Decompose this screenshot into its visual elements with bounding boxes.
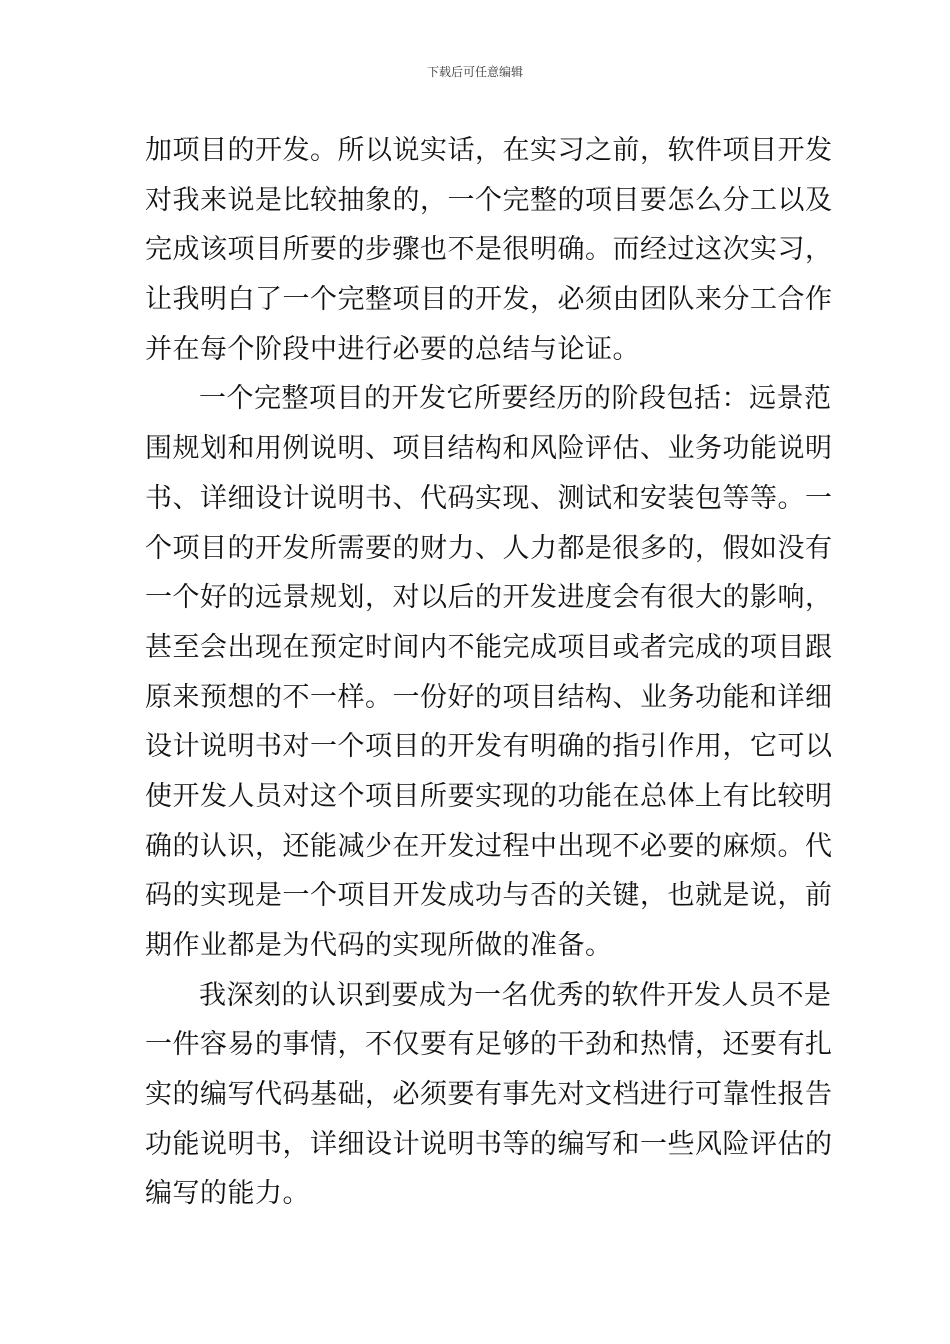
document-body [145,126,833,1219]
text-line: 甚至会出现在预定时间内不能完成项目或者完成的项目跟 [145,631,833,663]
text-line: 书、详细设计说明书、代码实现、测试和安装包等等。一 [145,482,833,514]
text-line: 并在每个阶段中进行必要的总结与论证。 [145,333,640,365]
text-line: 对我来说是比较抽象的，一个完整的项目要怎么分工以及 [145,184,833,216]
text-line: 完成该项目所要的步骤也不是很明确。而经过这次实习， [145,234,833,266]
text-line: 实的编写代码基础，必须要有事先对文档进行可靠性报告 [145,1079,833,1111]
text-line: 围规划和用例说明、项目结构和风险评估、业务功能说明 [145,433,833,465]
paragraph-start-line: 一个完整项目的开发它所要经历的阶段包括：远景范 [199,383,832,415]
text-line: 个项目的开发所需要的财力、人力都是很多的，假如没有 [145,532,833,564]
text-line: 确的认识，还能减少在开发过程中出现不必要的麻烦。代 [145,830,833,862]
page-header: 下载后可任意编辑 [426,65,523,79]
text-line: 让我明白了一个完整项目的开发，必须由团队来分工合作 [145,284,833,316]
text-line: 使开发人员对这个项目所要实现的功能在总体上有比较明 [145,780,833,812]
text-line: 编写的能力。 [145,1178,310,1210]
text-line: 设计说明书对一个项目的开发有明确的指引作用，它可以 [145,731,833,763]
paragraph-start-line: 我深刻的认识到要成为一名优秀的软件开发人员不是 [199,979,832,1011]
text-line: 原来预想的不一样。一份好的项目结构、业务功能和详细 [145,681,833,713]
text-line: 码的实现是一个项目开发成功与否的关键，也就是说，前 [145,880,833,912]
text-line: 一个好的远景规划，对以后的开发进度会有很大的影响， [145,582,833,614]
text-line: 期作业都是为代码的实现所做的准备。 [145,930,613,961]
text-line: 功能说明书，详细设计说明书等的编写和一些风险评估的 [145,1128,833,1160]
text-line: 一件容易的事情，不仅要有足够的干劲和热情，还要有扎 [145,1029,833,1061]
text-line: 加项目的开发。所以说实话，在实习之前，软件项目开发 [145,135,833,166]
